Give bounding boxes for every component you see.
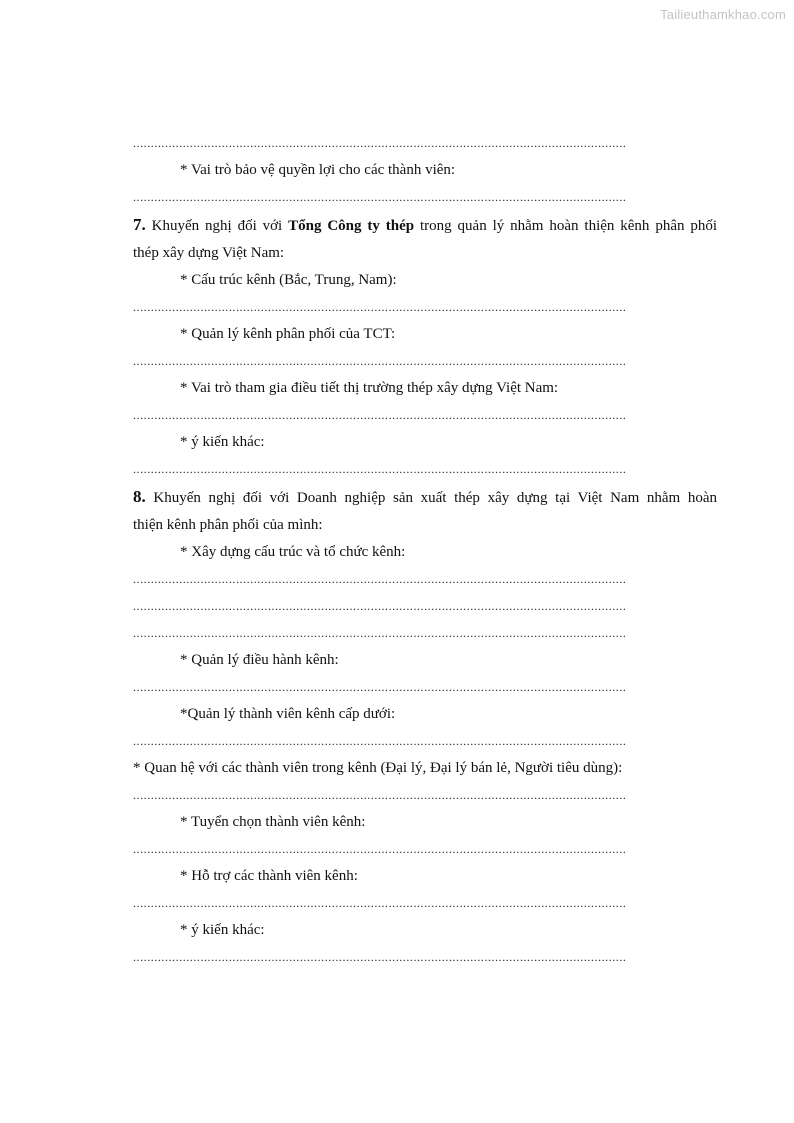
- question-7-text-post: trong quản lý nhằm hoàn thiện kênh phân phối: [420, 218, 718, 234]
- answer-line: ...........................................................................................................................................: [133, 190, 627, 204]
- prompt-q8-e: * Tuyển chọn thành viên kênh:: [180, 814, 366, 830]
- question-7-text-pre: Khuyến nghị đối với: [151, 218, 283, 234]
- question-7-text-bold: Tổng Công ty thép: [288, 218, 415, 234]
- prompt-q8-g: * ý kiến khác:: [180, 922, 265, 938]
- question-8-number: 8.: [133, 487, 146, 506]
- answer-line: ...........................................................................................................................................: [133, 842, 627, 856]
- prompt-q8-d: * Quan hệ với các thành viên trong kênh (Đại lý, Đại lý bán lẻ, Người tiêu dùng):: [133, 760, 623, 776]
- question-8-heading: [133, 483, 717, 512]
- answer-line: ...........................................................................................................................................: [133, 896, 627, 910]
- watermark: Tailieuthamkhao.com: [660, 7, 786, 22]
- question-8-line2: thiện kênh phân phối của mình:: [133, 517, 323, 533]
- question-7-line2: thép xây dựng Việt Nam:: [133, 245, 285, 261]
- prompt-q7-b: * Quản lý kênh phân phối của TCT:: [180, 326, 396, 342]
- answer-line: ...........................................................................................................................................: [133, 136, 627, 150]
- answer-line: ...........................................................................................................................................: [133, 462, 627, 476]
- answer-line: ...........................................................................................................................................: [133, 354, 627, 368]
- question-7-number: 7.: [133, 215, 146, 234]
- answer-line: ...........................................................................................................................................: [133, 572, 627, 586]
- prompt-role-protect: * Vai trò bảo vệ quyền lợi cho các thành viên:: [180, 162, 456, 178]
- prompt-q8-f: * Hỗ trợ các thành viên kênh:: [180, 868, 358, 884]
- prompt-q8-c: *Quản lý thành viên kênh cấp dưới:: [180, 706, 396, 722]
- answer-line: ...........................................................................................................................................: [133, 300, 627, 314]
- prompt-q7-a: * Cấu trúc kênh (Bắc, Trung, Nam):: [180, 272, 397, 288]
- answer-line: ...........................................................................................................................................: [133, 788, 627, 802]
- question-8-text: Khuyến nghị đối với Doanh nghiệp sản xuất thép xây dựng tại Việt Nam nhằm hoàn: [153, 490, 718, 506]
- prompt-q8-a: * Xây dựng cấu trúc và tổ chức kênh:: [180, 544, 406, 560]
- answer-line: ...........................................................................................................................................: [133, 734, 627, 748]
- document-body: [133, 130, 717, 971]
- answer-line: ...........................................................................................................................................: [133, 680, 627, 694]
- prompt-q7-d: * ý kiến khác:: [180, 434, 265, 450]
- answer-line: ...........................................................................................................................................: [133, 950, 627, 964]
- answer-line: ...........................................................................................................................................: [133, 408, 627, 422]
- prompt-q7-c: * Vai trò tham gia điều tiết thị trường thép xây dựng Việt Nam:: [180, 380, 559, 396]
- answer-line: ...........................................................................................................................................: [133, 599, 627, 613]
- answer-line: ...........................................................................................................................................: [133, 626, 627, 640]
- question-7-heading: [133, 211, 717, 240]
- prompt-q8-b: * Quản lý điều hành kênh:: [180, 652, 339, 668]
